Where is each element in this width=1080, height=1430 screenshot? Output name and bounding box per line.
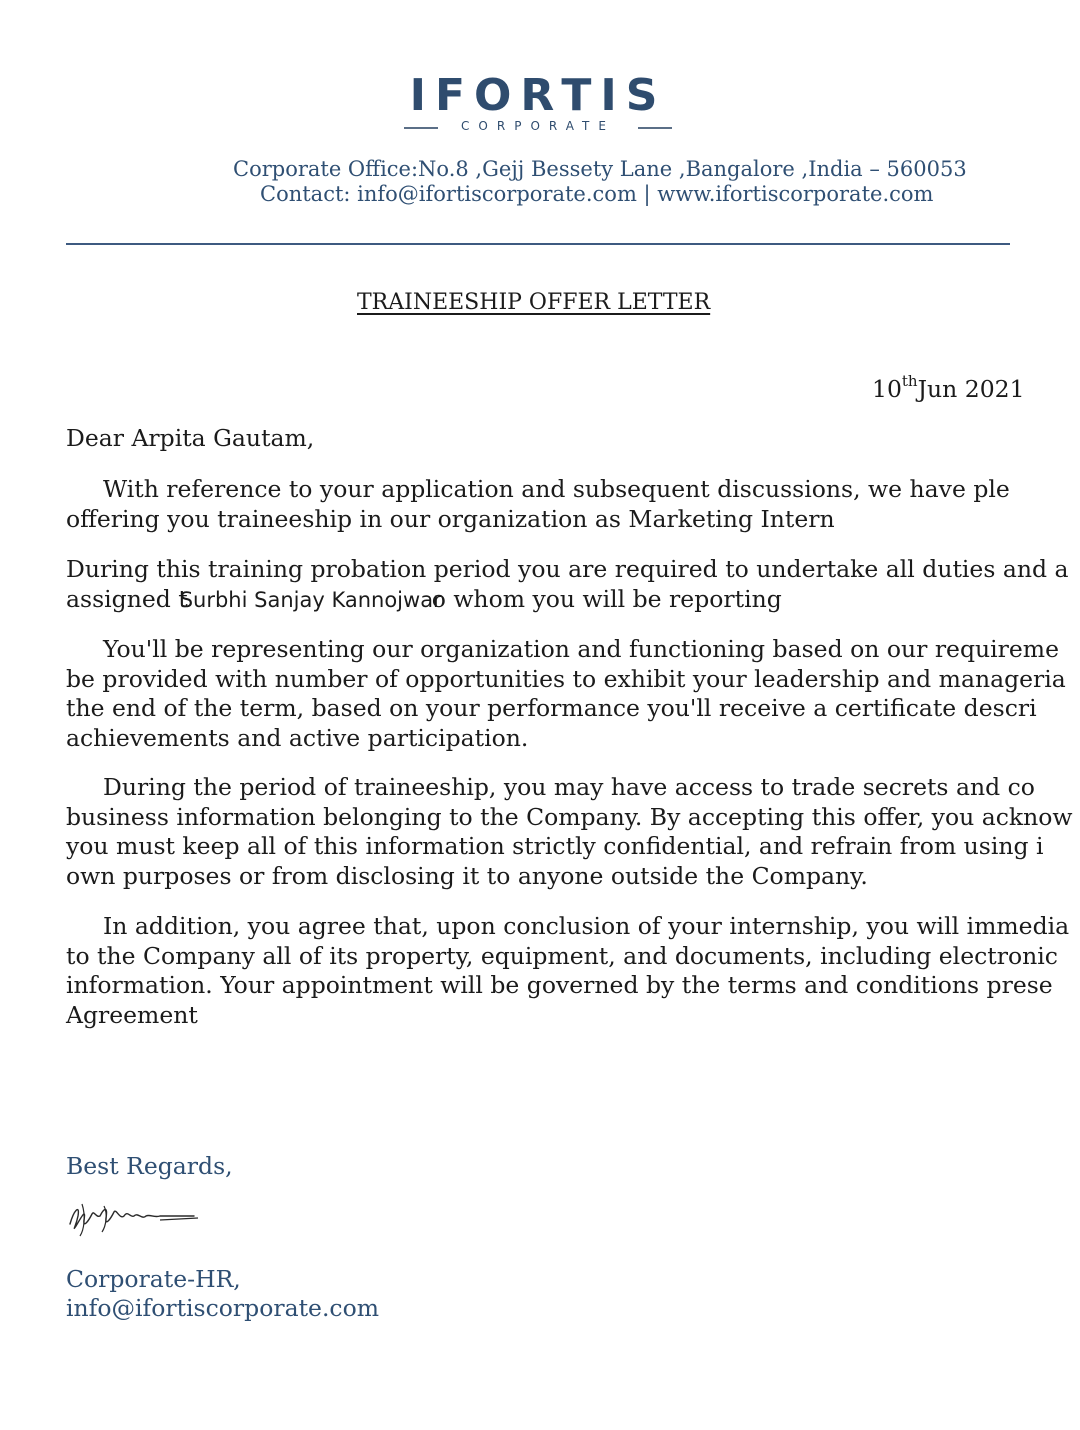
header-divider [66, 243, 1010, 245]
closing: Best Regards, [66, 1152, 233, 1180]
paragraph-confidentiality: During the period of traineeship, you may have access to trade secrets and co business information belonging to the Company. By accepting this offer, you acknow you must keep all of this information strictly confidential, and refrain from using i own purposes or from disclosing it to anyone outside the Company. [66, 773, 1073, 890]
logo-wordmark: IFORTIS [409, 70, 667, 121]
paragraph-duties: During this training probation period you are required to undertake all duties and a assigned tSurbhi Sanjay Kannojwaro whom you will be reporting [66, 555, 1069, 613]
office-address: Corporate Office:No.8 ,Gejj Bessety Lane ,Bangalore ,India – 560053 [233, 157, 967, 181]
logo-rule-right [638, 127, 672, 129]
logo-subtitle: CORPORATE [461, 119, 615, 133]
salutation: Dear Arpita Gautam, [66, 424, 315, 452]
letter-title: TRAINEESHIP OFFER LETTER [357, 290, 711, 315]
contact-line: Contact: info@ifortiscorporate.com | www.ifortiscorporate.com [260, 182, 934, 206]
paragraph-reference: With reference to your application and subsequent discussions, we have ple offering you traineeship in our organization as Marketing Intern [66, 475, 1010, 533]
signer-title: Corporate-HR, [66, 1265, 241, 1293]
signer-email: info@ifortiscorporate.com [66, 1294, 380, 1322]
paragraph-property: In addition, you agree that, upon conclusion of your internship, you will immedia to the Company all of its property, equipment, and documents, including electronic information. Your appointment will be governed by the terms and conditions prese Agreement [66, 912, 1070, 1029]
company-logo [398, 72, 678, 136]
supervisor-name: Surbhi Sanjay Kannojwar [179, 587, 442, 612]
paragraph-representation: You'll be representing our organization and functioning based on our requireme be provided with number of opportunities to exhibit your leadership and manageria the end of the term, based on your performance you'll receive a certificate descri achievements and active participation. [66, 635, 1066, 752]
letter-date: 10thJun 2021 [872, 372, 1025, 403]
logo-rule-left [404, 127, 438, 129]
signature-image [64, 1196, 204, 1238]
